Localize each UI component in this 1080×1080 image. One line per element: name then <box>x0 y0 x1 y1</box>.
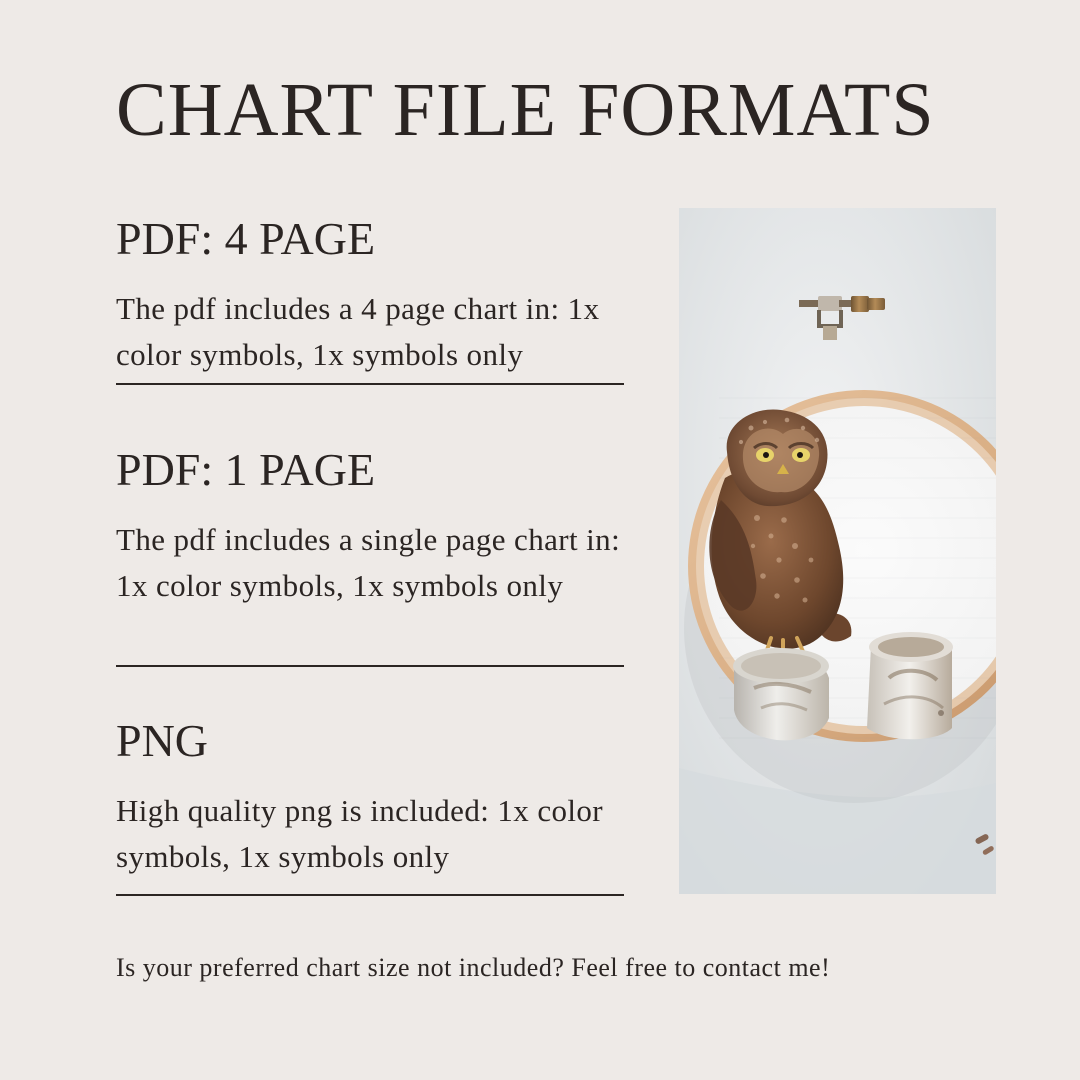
page-title: CHART FILE FORMATS <box>116 68 935 152</box>
section-heading: PDF: 1 PAGE <box>116 444 376 495</box>
section-divider <box>116 665 624 667</box>
section-body: High quality png is included: 1x color symbols, 1x symbols only <box>116 793 604 874</box>
owl-cross-stitch-hoop-image <box>679 208 996 894</box>
owl-cross-stitch-hoop-icon <box>679 208 996 894</box>
section-divider <box>116 894 624 896</box>
section-png <box>116 715 624 880</box>
section-heading: PDF: 4 PAGE <box>116 213 376 264</box>
section-body: The pdf includes a 4 page chart in: 1x color symbols, 1x symbols only <box>116 291 600 372</box>
section-divider <box>116 383 624 385</box>
footer-note: Is your preferred chart size not included? Feel free to contact me! <box>116 953 831 982</box>
section-heading: PNG <box>116 715 209 766</box>
section-body: The pdf includes a single page chart in: 1x color symbols, 1x symbols only <box>116 522 621 603</box>
section-pdf-1-page <box>116 444 624 609</box>
section-pdf-4-page <box>116 213 624 378</box>
